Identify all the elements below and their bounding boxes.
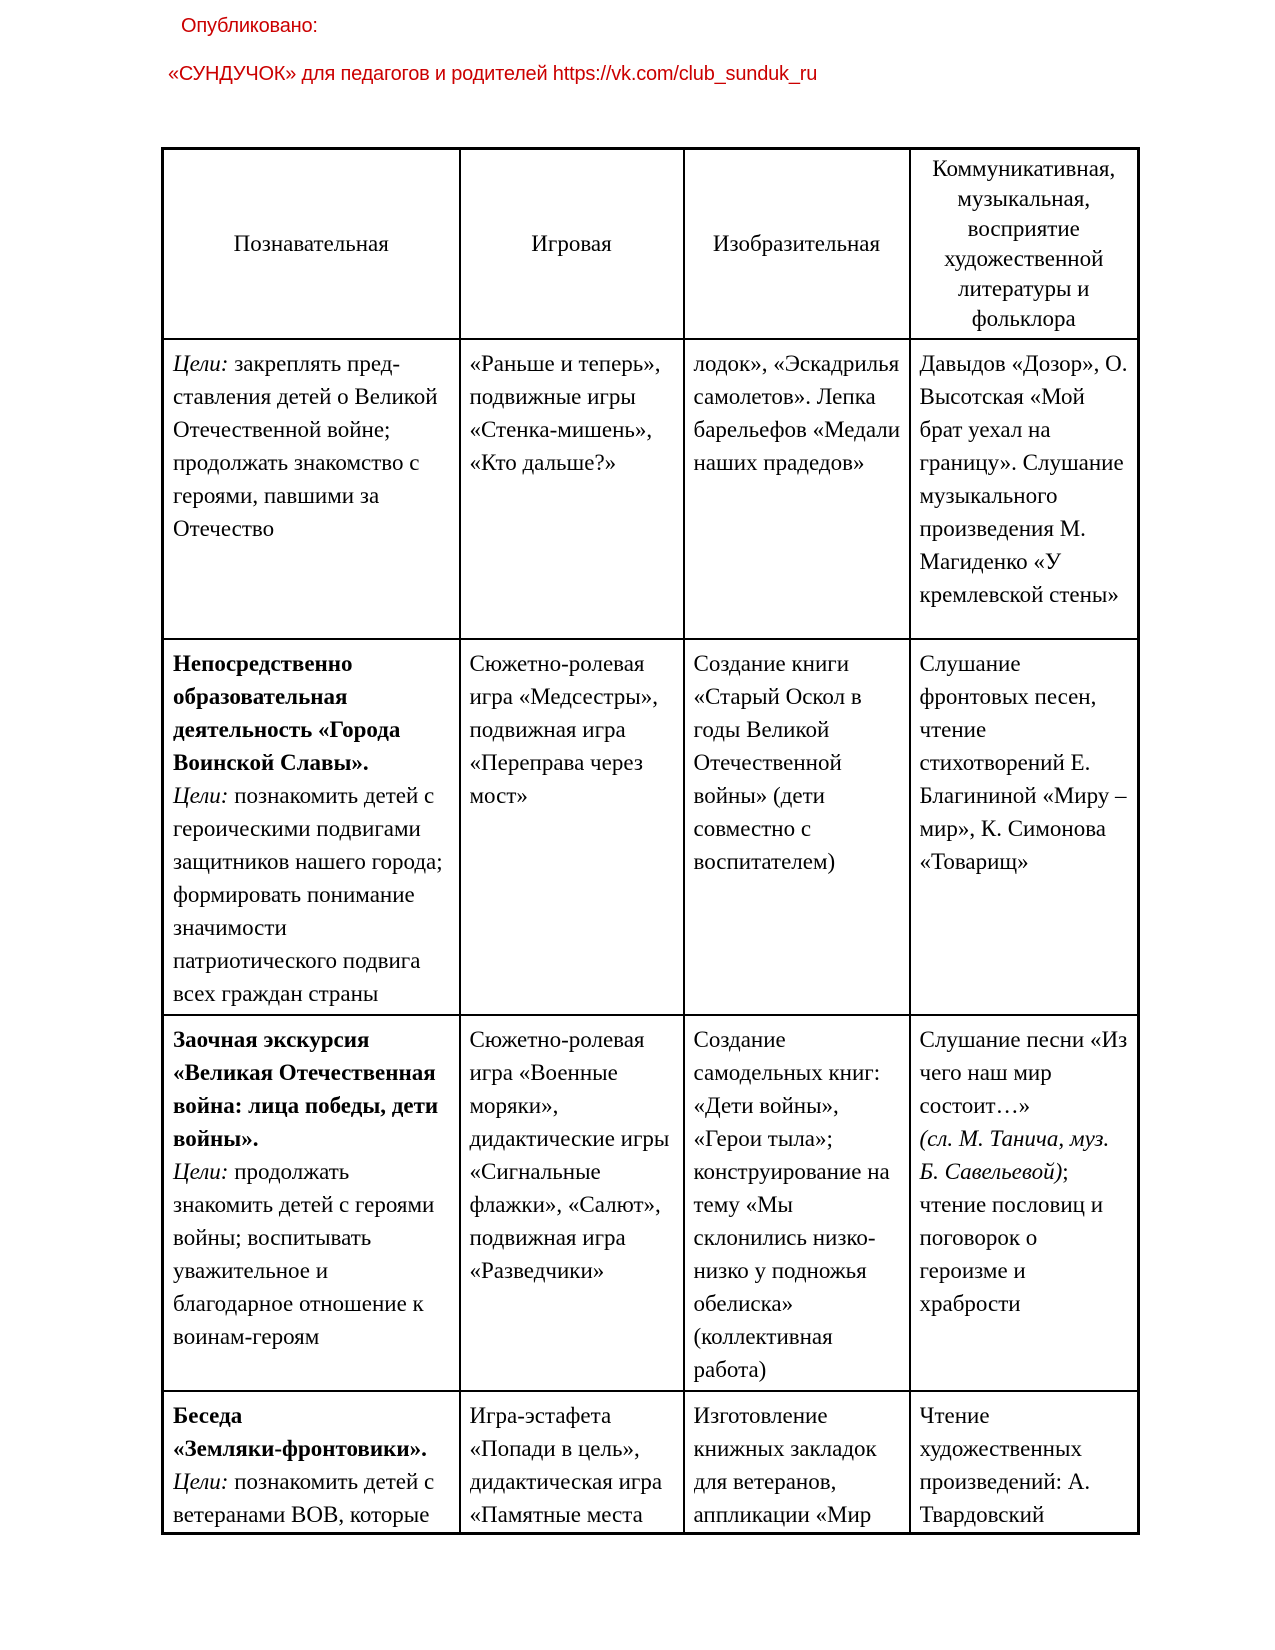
table-cell: Заочная экскурсия «Великая Отечественная война: лица победы, дети войны». Цели: продолжать знакомить детей с героями войны; воспитывать уважительное и благодарное отношение к воинам-героям bbox=[163, 1015, 460, 1391]
table-cell: Непосредственно образовательная деятельность «Города Воинской Славы». Цели: познакомить детей с героическими подвигами защитников нашего города; формировать понимание значимости патриотического подвига всех граждан страны bbox=[163, 639, 460, 1015]
table-cell: Сюжетно-ролевая игра «Медсестры», подвижная игра «Переправа через мост» bbox=[460, 639, 684, 1015]
table-cell: «Раньше и теперь», подвижные игры «Стенка-мишень», «Кто дальше?» bbox=[460, 339, 684, 639]
table-row bbox=[163, 1015, 1139, 1391]
table-cell: Чтение художественных произведений: А. Твардовский bbox=[910, 1391, 1139, 1533]
activities-table bbox=[161, 147, 1140, 1535]
table-cell: Давыдов «Дозор», О. Высотская «Мой брат уехал на границу». Слушание музыкального произведения М. Магиденко «У кремлевской стены» bbox=[910, 339, 1139, 639]
column-header: Изобразительная bbox=[684, 149, 910, 340]
table-cell: Слушание фронтовых песен, чтение стихотворений Е. Благининой «Миру – мир», К. Симонова «Товарищ» bbox=[910, 639, 1139, 1015]
column-header: Познавательная bbox=[163, 149, 460, 340]
table-cell: Игра-эстафета «Попади в цель», дидактическая игра «Памятные места bbox=[460, 1391, 684, 1533]
table-cell: лодок», «Эскадрилья самолетов». Лепка барельефов «Медали наших прадедов» bbox=[684, 339, 910, 639]
table-cell: Создание книги «Старый Оскол в годы Великой Отечественной войны» (дети совместно с воспитателем) bbox=[684, 639, 910, 1015]
table-cell: Беседа «Земляки-фронтовики». Цели: познакомить детей с ветеранами ВОВ, которые bbox=[163, 1391, 460, 1533]
table-row bbox=[163, 639, 1139, 1015]
table-cell: Слушание песни «Из чего наш мир состоит…» (сл. М. Танича, муз. Б. Савельевой); чтение пословиц и поговорок о героизме и храбрости bbox=[910, 1015, 1139, 1391]
table-row bbox=[163, 1391, 1139, 1533]
column-header: Игровая bbox=[460, 149, 684, 340]
column-header: Коммуникативная, музыкальная, восприятие художественной литературы и фольклора bbox=[910, 149, 1139, 340]
table-body bbox=[163, 339, 1139, 1533]
published-label: Опубликовано: bbox=[181, 15, 318, 37]
table-header bbox=[163, 149, 1139, 340]
table-row bbox=[163, 339, 1139, 639]
table-cell: Сюжетно-ролевая игра «Военные моряки», дидактические игры «Сигнальные флажки», «Салют», подвижная игра «Разведчики» bbox=[460, 1015, 684, 1391]
table-cell: Изготовление книжных закладок для ветеранов, аппликации «Мир bbox=[684, 1391, 910, 1533]
table-cell: Создание самодельных книг: «Дети войны», «Герои тыла»; конструирование на тему «Мы склонились низко-низко у подножья обелиска» (коллективная работа) bbox=[684, 1015, 910, 1391]
table-cell: Цели: закреплять пред-ставления детей о Великой Отечественной войне; продолжать знакомство с героями, павшими за Отечество bbox=[163, 339, 460, 639]
table-header-row bbox=[163, 149, 1139, 340]
published-source: «СУНДУЧОК» для педагогов и родителей https://vk.com/club_sunduk_ru bbox=[168, 63, 818, 85]
